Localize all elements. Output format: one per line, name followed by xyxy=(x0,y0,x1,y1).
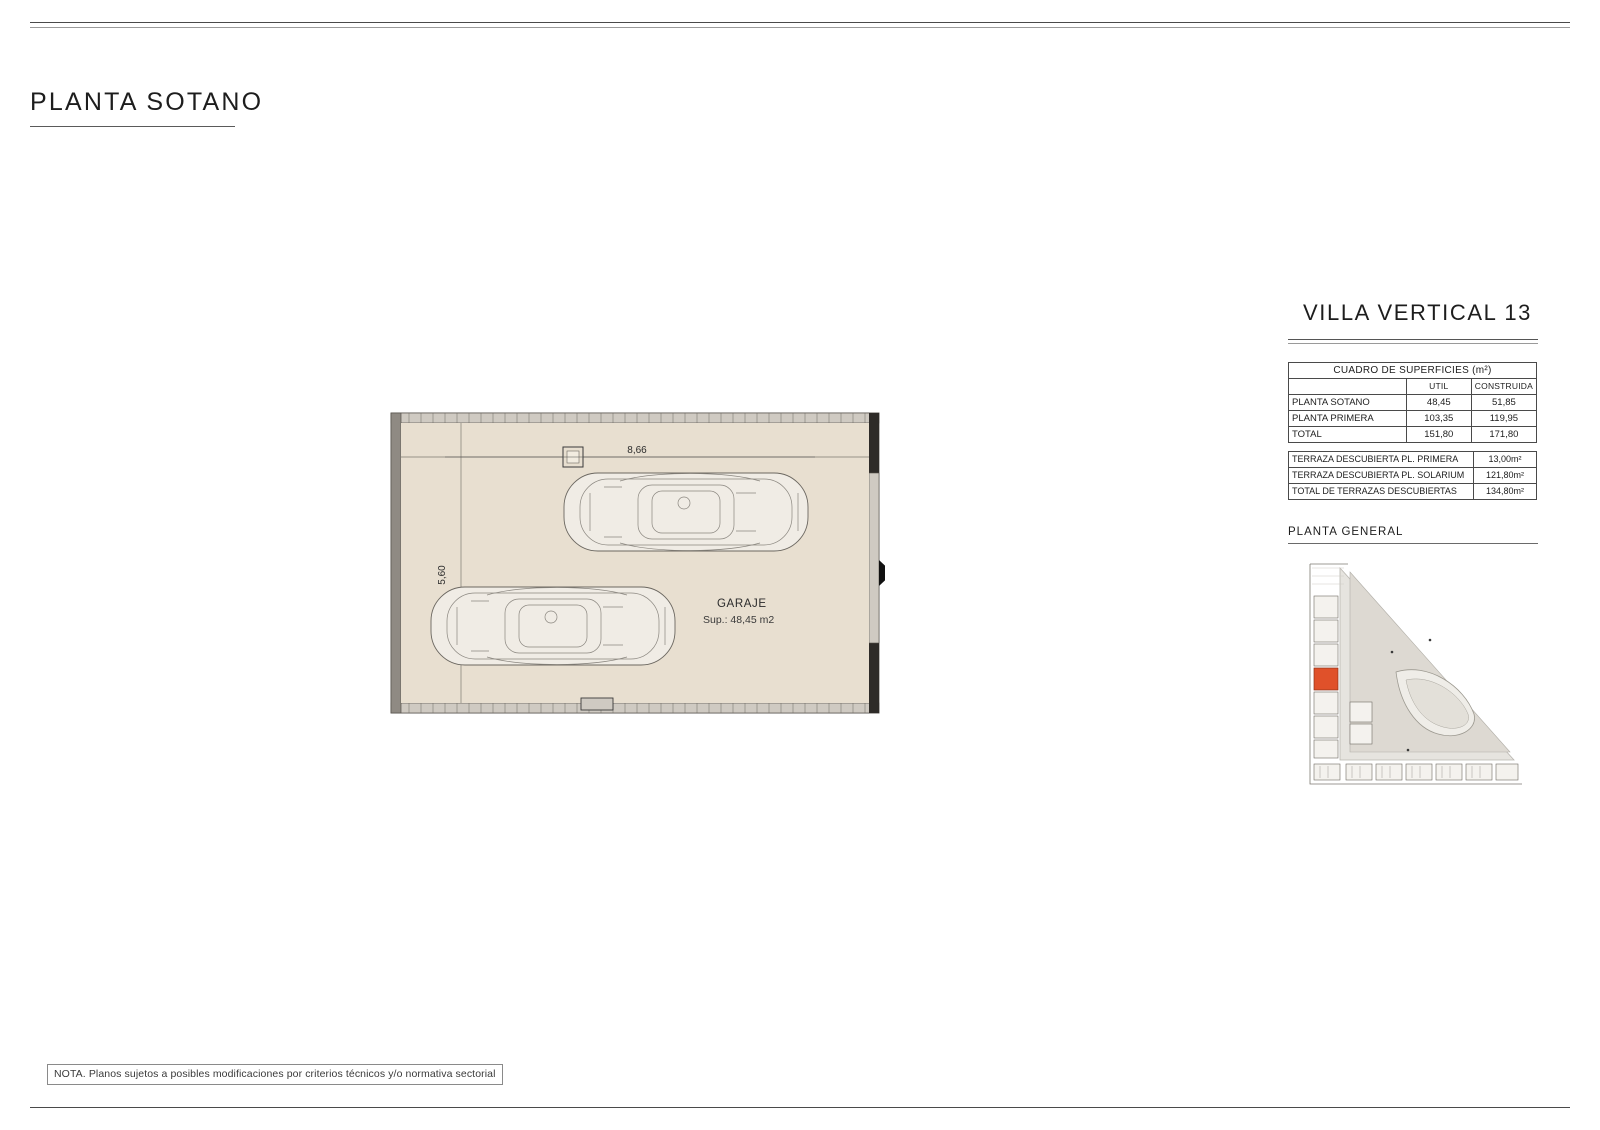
table-row xyxy=(1289,484,1537,500)
top-rule xyxy=(30,22,1570,23)
villa-title-rule xyxy=(1288,339,1538,340)
villa-title: VILLA VERTICAL 13 xyxy=(1303,300,1532,325)
top-rule-secondary xyxy=(30,27,1570,28)
table-header-row xyxy=(1289,363,1537,379)
page-title: PLANTA SOTANO xyxy=(30,88,264,116)
car-upper xyxy=(564,473,808,551)
row-util-planta-sotano: 48,45 xyxy=(1406,395,1471,411)
terraces-table xyxy=(1288,451,1537,500)
site-plan-rule xyxy=(1288,543,1538,544)
terrace-value-primera: 13,00m² xyxy=(1474,452,1537,468)
note-box: NOTA. Planos sujetos a posibles modificaciones por criterios técnicos y/o normativa sectorial xyxy=(47,1064,503,1085)
terrace-value-solarium: 121,80m² xyxy=(1474,468,1537,484)
room-label: GARAJE xyxy=(717,598,767,610)
site-plan-title: PLANTA GENERAL xyxy=(1288,526,1404,538)
col-head-construida: CONSTRUIDA xyxy=(1471,379,1536,395)
terrace-value-total: 134,80m² xyxy=(1474,484,1537,500)
row-label-planta-primera: PLANTA PRIMERA xyxy=(1289,411,1407,427)
site-plan-svg xyxy=(1288,554,1528,794)
page-title-underline xyxy=(30,126,235,127)
table-row xyxy=(1289,411,1537,427)
row-construida-planta-sotano: 51,85 xyxy=(1471,395,1536,411)
bottom-rule xyxy=(30,1107,1570,1108)
col-head-empty xyxy=(1289,379,1407,395)
table-column-header-row xyxy=(1289,379,1537,395)
row-label-planta-sotano: PLANTA SOTANO xyxy=(1289,395,1407,411)
car-lower xyxy=(431,587,675,665)
surface-table-header: CUADRO DE SUPERFICIES (m²) xyxy=(1289,363,1537,379)
terrace-label-primera: TERRAZA DESCUBIERTA PL. PRIMERA xyxy=(1289,452,1474,468)
right-info-column xyxy=(1288,300,1538,794)
highlighted-unit xyxy=(1314,668,1338,690)
dim-width-text: 8,66 xyxy=(627,445,647,456)
table-row xyxy=(1289,427,1537,443)
dim-height-text: 5,60 xyxy=(437,565,448,585)
room-area-label: Sup.: 48,45 m2 xyxy=(703,614,775,626)
terrace-label-total: TOTAL DE TERRAZAS DESCUBIERTAS xyxy=(1289,484,1474,500)
row-util-planta-primera: 103,35 xyxy=(1406,411,1471,427)
row-construida-total: 171,80 xyxy=(1471,427,1536,443)
col-head-util: UTIL xyxy=(1406,379,1471,395)
row-label-total: TOTAL xyxy=(1289,427,1407,443)
floor-plan-drawing xyxy=(385,405,885,725)
villa-title-rule-secondary xyxy=(1288,343,1538,344)
surface-table xyxy=(1288,362,1537,443)
table-row xyxy=(1289,452,1537,468)
row-util-total: 151,80 xyxy=(1406,427,1471,443)
site-plan-thumbnail xyxy=(1288,554,1528,794)
entrance-arrow xyxy=(879,560,885,586)
table-row xyxy=(1289,468,1537,484)
floor-plan-svg xyxy=(385,405,885,725)
row-construida-planta-primera: 119,95 xyxy=(1471,411,1536,427)
terrace-label-solarium: TERRAZA DESCUBIERTA PL. SOLARIUM xyxy=(1289,468,1474,484)
table-row xyxy=(1289,395,1537,411)
